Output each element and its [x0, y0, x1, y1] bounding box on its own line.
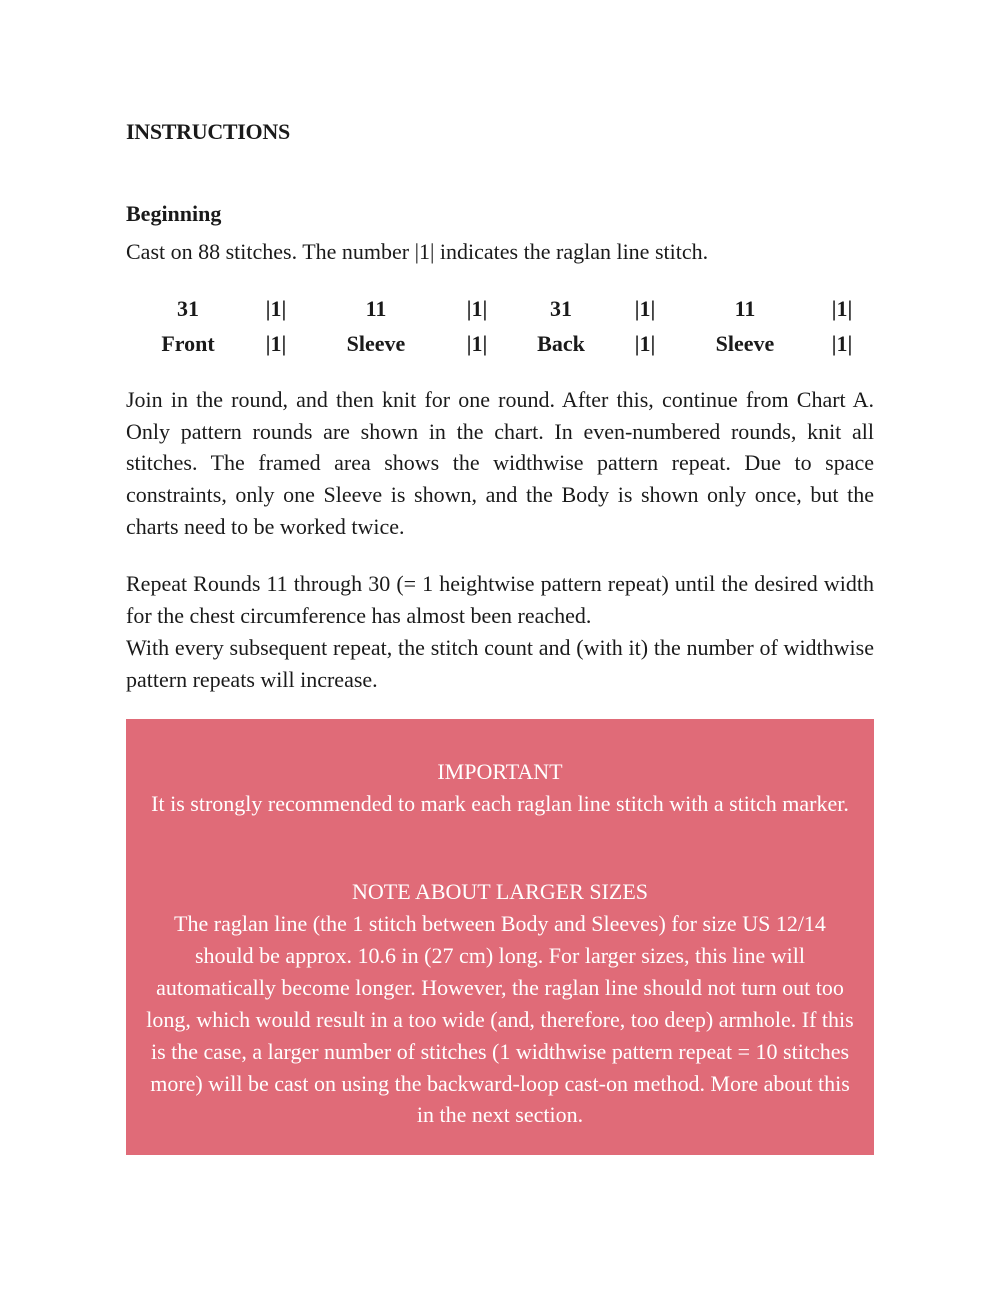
section-label-cell: |1| — [634, 330, 656, 356]
stitch-count-cell: 31 — [550, 295, 572, 321]
note-title: NOTE ABOUT LARGER SIZES — [352, 879, 648, 904]
section-label-cell: |1| — [265, 330, 287, 356]
callout-content — [126, 0, 874, 1293]
subsection-heading: Beginning — [126, 201, 222, 226]
stitch-count-cell: |1| — [265, 295, 287, 321]
section-label-cell: Back — [537, 330, 585, 356]
stitch-count-cell: |1| — [466, 295, 488, 321]
stitch-count-cell: |1| — [831, 295, 853, 321]
section-label-cell: |1| — [831, 330, 853, 356]
join-round-paragraph: Join in the round, and then knit for one round. After this, continue from Chart A. Only pattern rounds are shown in the chart. In even-numbered rounds, knit all stitches. The framed area shows the widthwise pattern repeat. Due to space constraints, only one Sleeve is shown, and the Body is shown only once, but the charts need to be worked twice. — [126, 387, 874, 539]
stitch-count-cell: 11 — [734, 295, 756, 321]
stitch-count-cell: 11 — [365, 295, 387, 321]
section-label-cell: |1| — [466, 330, 488, 356]
subsequent-repeat-paragraph: With every subsequent repeat, the stitch count and (with it) the number of widthwise pattern repeats will increase. — [126, 635, 874, 692]
note-body: The raglan line (the 1 stitch between Body and Sleeves) for size US 12/14 should be approx. 10.6 in (27 cm) long. For larger sizes, this line will automatically become longer. However, the raglan line should not turn out too long, which would result in a too wide (and, therefore, too deep) armhole. If this is the case, a larger number of stitches (1 widthwise pattern repeat = 10 stitches more) will be cast on using the backward-loop cast-on method. More about this in the next section. — [146, 911, 854, 1128]
section-heading: INSTRUCTIONS — [126, 119, 290, 144]
important-body: It is strongly recommended to mark each raglan line stitch with a stitch marker. — [151, 791, 849, 816]
repeat-rounds-paragraph: Repeat Rounds 11 through 30 (= 1 heightwise pattern repeat) until the desired width for the chest circumference has almost been reached. — [126, 571, 874, 628]
stitch-count-cell: |1| — [634, 295, 656, 321]
cast-on-paragraph: Cast on 88 stitches. The number |1| indicates the raglan line stitch. — [126, 239, 709, 264]
stitch-count-cell: 31 — [177, 295, 199, 321]
section-label-cell: Sleeve — [715, 330, 775, 356]
section-label-cell: Sleeve — [346, 330, 406, 356]
important-title: IMPORTANT — [437, 759, 563, 784]
section-label-cell: Front — [161, 330, 215, 356]
